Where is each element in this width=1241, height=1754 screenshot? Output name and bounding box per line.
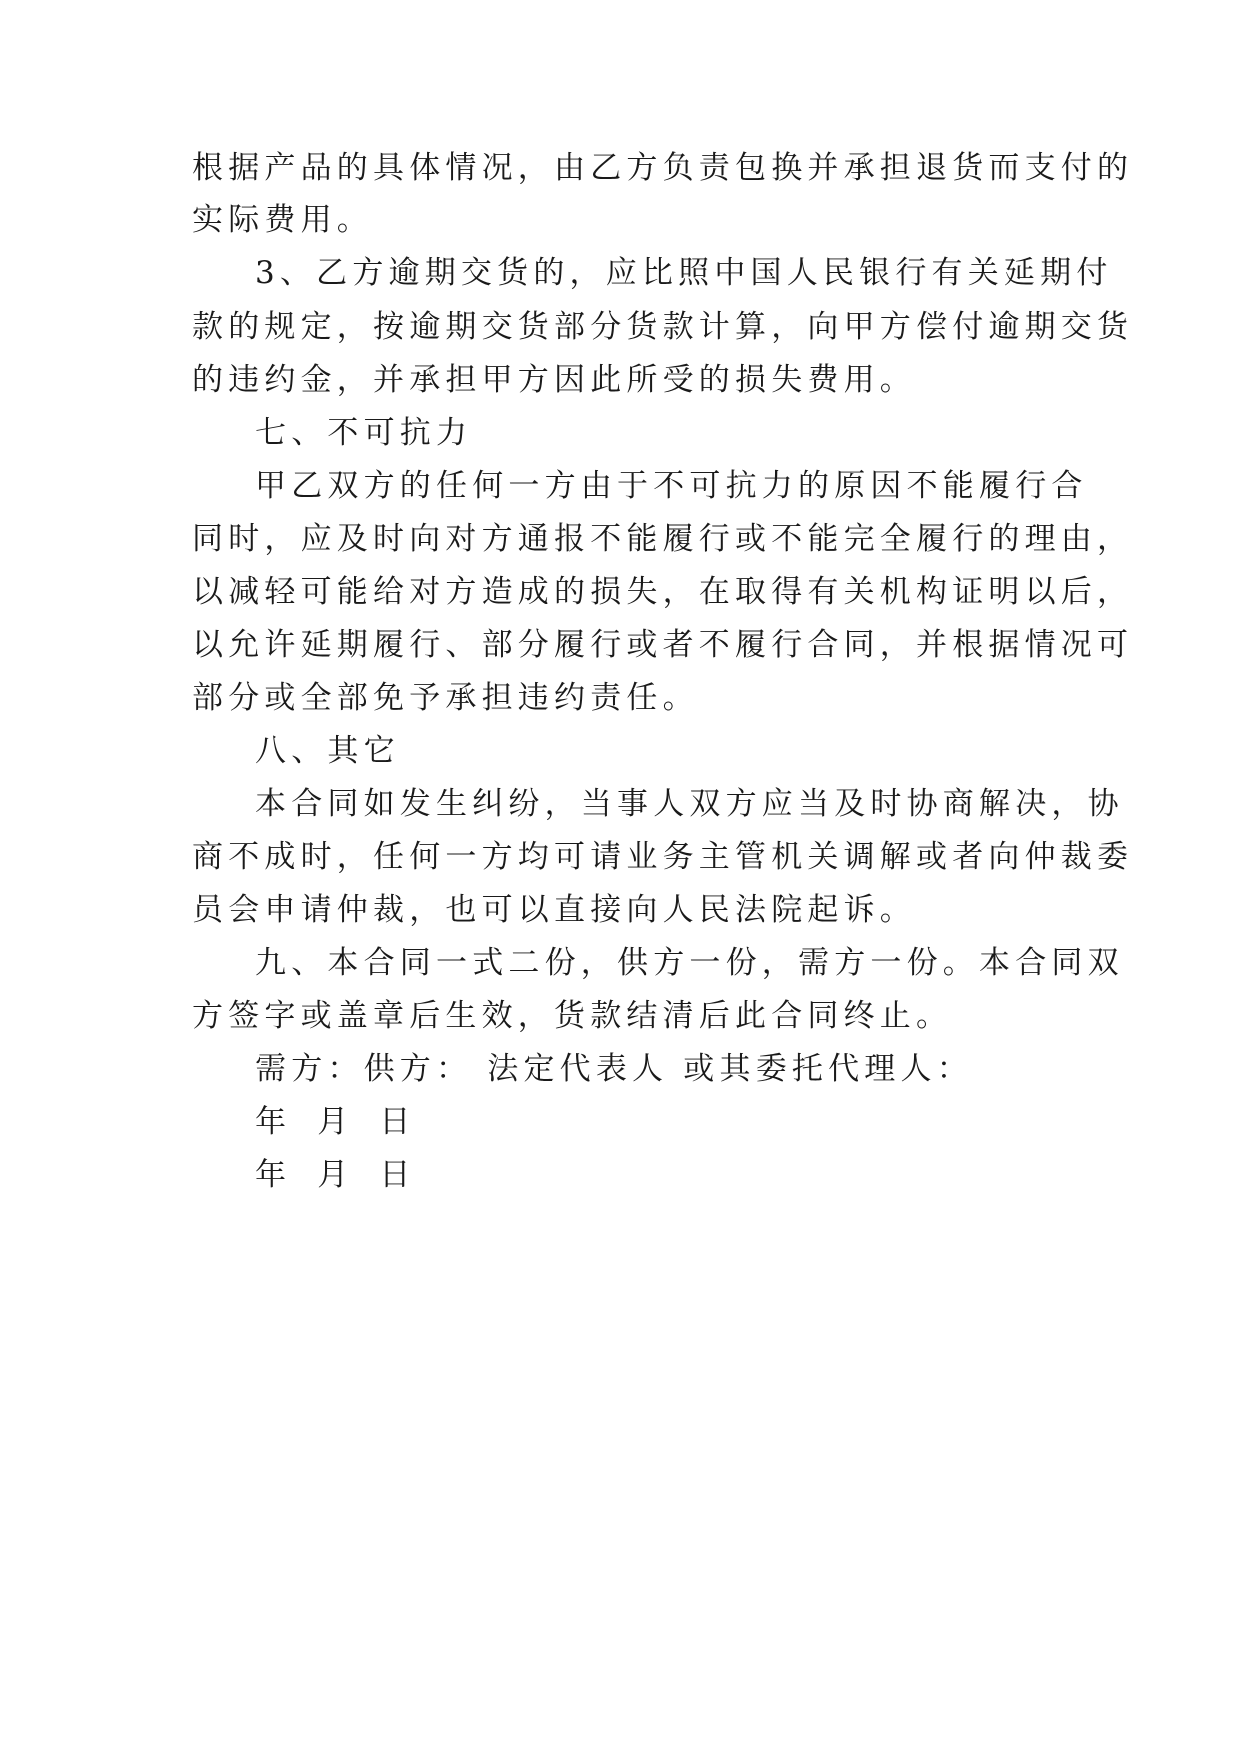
- paragraph-line: 九、本合同一式二份，供方一份，需方一份。本合同双: [255, 945, 1124, 981]
- date-line: [255, 1102, 416, 1142]
- paragraph-line: 甲乙双方的任何一方由于不可抗力的原因不能履行合: [255, 468, 1088, 504]
- date-year: 年: [255, 1157, 292, 1193]
- paragraph-line: 实际费用。: [192, 202, 373, 238]
- date-month: 月: [317, 1104, 354, 1140]
- paragraph-line: 根据产品的具体情况，由乙方负责包换并承担退货而支付的: [192, 150, 1134, 186]
- date-month: 月: [317, 1157, 354, 1193]
- paragraph-line: 以允许延期履行、部分履行或者不履行合同，并根据情况可: [192, 627, 1134, 663]
- paragraph-line: 员会申请仲裁，也可以直接向人民法院起诉。: [192, 892, 916, 928]
- date-line: [255, 1155, 416, 1195]
- signature-line: 需方：供方： 法定代表人 或其委托代理人：: [255, 1051, 973, 1087]
- section-heading: 七、不可抗力: [255, 415, 473, 451]
- paragraph-line: 以减轻可能给对方造成的损失，在取得有关机构证明以后，: [192, 574, 1134, 610]
- paragraph-line: 本合同如发生纠纷，当事人双方应当及时协商解决，协: [255, 786, 1124, 822]
- paragraph-line: 方签字或盖章后生效，货款结清后此合同终止。: [192, 998, 953, 1034]
- paragraph-line: 的违约金，并承担甲方因此所受的损失费用。: [192, 362, 916, 398]
- paragraph-line: 商不成时，任何一方均可请业务主管机关调解或者向仲裁委: [192, 839, 1134, 875]
- paragraph-line: 部分或全部免予承担违约责任。: [192, 680, 699, 716]
- date-year: 年: [255, 1104, 292, 1140]
- paragraph-line: 同时，应及时向对方通报不能履行或不能完全履行的理由，: [192, 521, 1134, 557]
- date-day: 日: [379, 1157, 416, 1193]
- section-heading: 八、其它: [255, 733, 400, 769]
- date-day: 日: [379, 1104, 416, 1140]
- paragraph-line: 3、乙方逾期交货的，应比照中国人民银行有关延期付: [255, 255, 1113, 291]
- paragraph-line: 款的规定，按逾期交货部分货款计算，向甲方偿付逾期交货: [192, 309, 1134, 345]
